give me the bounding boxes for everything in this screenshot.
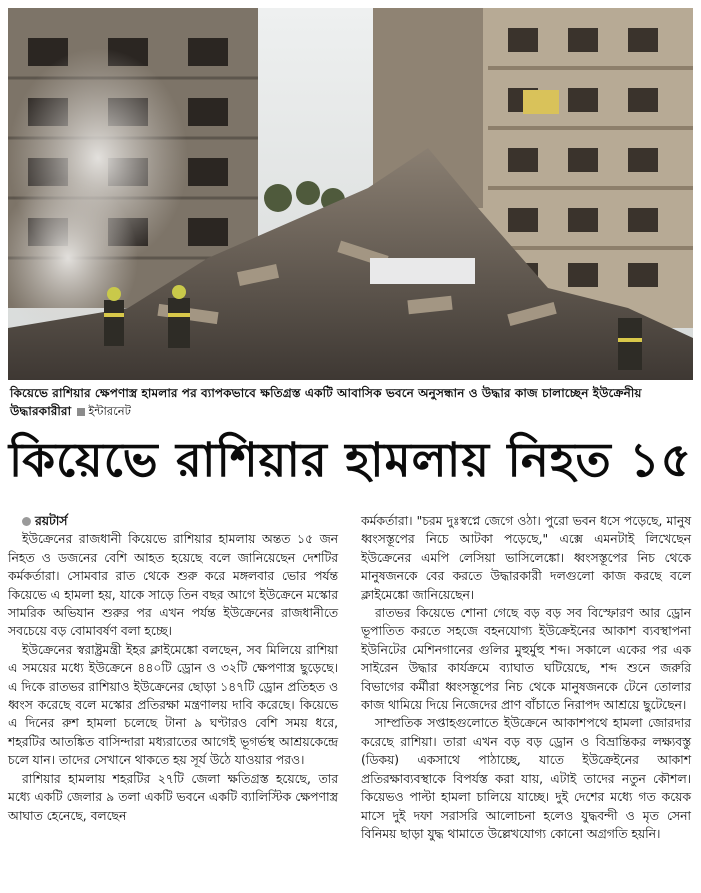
article-paragraph: ইউক্রেনের রাজধানী কিয়েভে রাশিয়ার হামলায় অন্তত ১৫ জন নিহত ও ডজনের বেশি আহত হয়েছে বলে জানিয়েছেন দেশটির কর্মকর্তারা। সোমবার রাত থেকে শুরু করে মঙ্গলবার ভোর পর্যন্ত কিয়েভে এ হামলা হয়, যাকে সাড়ে তিন বছর আগে ইউক্রেনে মস্কোর সামরিক অভিযান শুরুর পর এখন পর্যন্ত ইউক্রেনের রাজধানীতে সবচেয়ে বড় বোমাবর্ষণ বলা হচ্ছে। <box>8 532 338 639</box>
article-paragraph: ইউক্রেনের স্বরাষ্ট্রমন্ত্রী ইহর ক্লাইমেঙ্কো বলছেন, সব মিলিয়ে রাশিয়া এ সময়ের মধ্যে ইউক্রেনে ৪৪০টি ড্রোন ও ৩২টি ক্ষেপণাস্ত্র ছুড়েছে। এ দিকে রাতভর রাশিয়াও ইউক্রেনের ছোড়া ১৪৭টি ড্রোন প্রতিহত ও ধ্বংস করেছে বলে মস্কোর প্রতিরক্ষা মন্ত্রণালয় দাবি করেছে। কিয়েভে এ দিনের রুশ হামলা চলেছে টানা ৯ ঘণ্টারও বেশি সময় ধরে, শহরটির আতঙ্কিত বাসিন্দারা মধ্যরাতের আগেই ভূগর্ভস্থ আশ্রয়কেন্দ্রে চলে যান। তাদের সেখানে থাকতে হয় সূর্য উঠে যাওয়ার পরও। <box>8 642 338 768</box>
destroyed-building-rubble-photo <box>8 8 693 380</box>
photo-credit: ইন্টারনেট <box>88 404 131 418</box>
byline <box>8 512 338 530</box>
article-left-column <box>8 512 338 825</box>
article-paragraph: সাম্প্রতিক সপ্তাহগুলোতে ইউক্রেনে আকাশপথে হামলা জোরদার করেছে রাশিয়া। তারা এখন বড় বড় ড্রোন ও বিভ্রান্তিকর লক্ষ্যবস্তু (ডিকয়) একসাথে পাঠাচ্ছে, যাতে ইউক্রেইনের আকাশ প্রতিরক্ষাব্যবস্থাকে বিপর্যস্ত করা যায়, এটাই তাদের নতুন কৌশল। কিয়েভও পাল্টা হামলা চালিয়ে যাচ্ছে। দুই দেশের মধ্যে গত কয়েক মাসে দুই দফা সরাসরি আলোচনা হলেও যুদ্ধবন্দী ও মৃত সেনা বিনিময় ছাড়া যুদ্ধ থামাতে উল্লেখযোগ্য কোনো অগ্রগতি হয়নি। <box>361 716 691 841</box>
credit-square-icon <box>77 408 85 416</box>
destroyed-building-photo <box>8 8 693 380</box>
bullet-icon <box>22 517 31 526</box>
byline-text: রয়টার্স <box>35 514 68 528</box>
headline: কিয়েভে রাশিয়ার হামলায় নিহত ১৫ <box>8 433 693 488</box>
caption-text: কিয়েভে রাশিয়ার ক্ষেপণাস্ত্র হামলার পর ব্যাপকভাবে ক্ষতিগ্রস্ত একটি আবাসিক ভবনে অনুসন্ধান ও উদ্ধার কাজ চালাচ্ছেন ইউক্রেনীয় উদ্ধারকারীরা <box>10 386 642 418</box>
article-right-column <box>361 512 691 843</box>
article-paragraph: রাতভর কিয়েভে শোনা গেছে বড় বড় সব বিস্ফোরণ আর ড্রোন ভূপাতিত করতে সহজে বহনযোগ্য ইউক্রেইনের আকাশ ব্যবস্থাপনা ইউনিটের মেশিনগানের গুলির মুহুর্মুহু শব্দ। সকালে একের পর এক সাইরেন উদ্ধার কার্যক্রমে ব্যাঘাত ঘটিয়েছে, শব্দ শুনে জরুরি বিভাগের কর্মীরা ধ্বংসস্তূপের নিচ থেকে মানুষজনকে টেনে তোলার কাজ থামিয়ে দিয়ে নিজেদের প্রাণ বাঁচাতে নিরাপদ আশ্রয়ে ছুটেছেন। <box>361 606 691 713</box>
article-paragraph: রাশিয়ার হামলায় শহরটির ২৭টি জেলা ক্ষতিগ্রস্ত হয়েছে, তার মধ্যে একটি জেলার ৯ তলা একটি ভবনে একটি ব্যালিস্টিক ক্ষেপণাস্ত্র আঘাত হেনেছে, বলছেন <box>8 771 338 823</box>
photo-caption <box>10 384 692 420</box>
article-paragraph: কর্মকর্তারা। "চরম দুঃস্বপ্নে জেগে ওঠা। পুরো ভবন ধসে পড়েছে, মানুষ ধ্বংসস্তূপের নিচে আটকা পড়েছে," এক্সে এমনটাই লিখেছেন ইউক্রেনের এমপি লেসিয়া ভাসিলেঙ্কো। ধ্বংসস্তূপের নিচ থেকে মানুষজনকে বের করতে উদ্ধারকারী দলগুলো কাজ করছে বলে ক্লাইমেঙ্কো জানিয়েছেন। <box>361 514 691 602</box>
